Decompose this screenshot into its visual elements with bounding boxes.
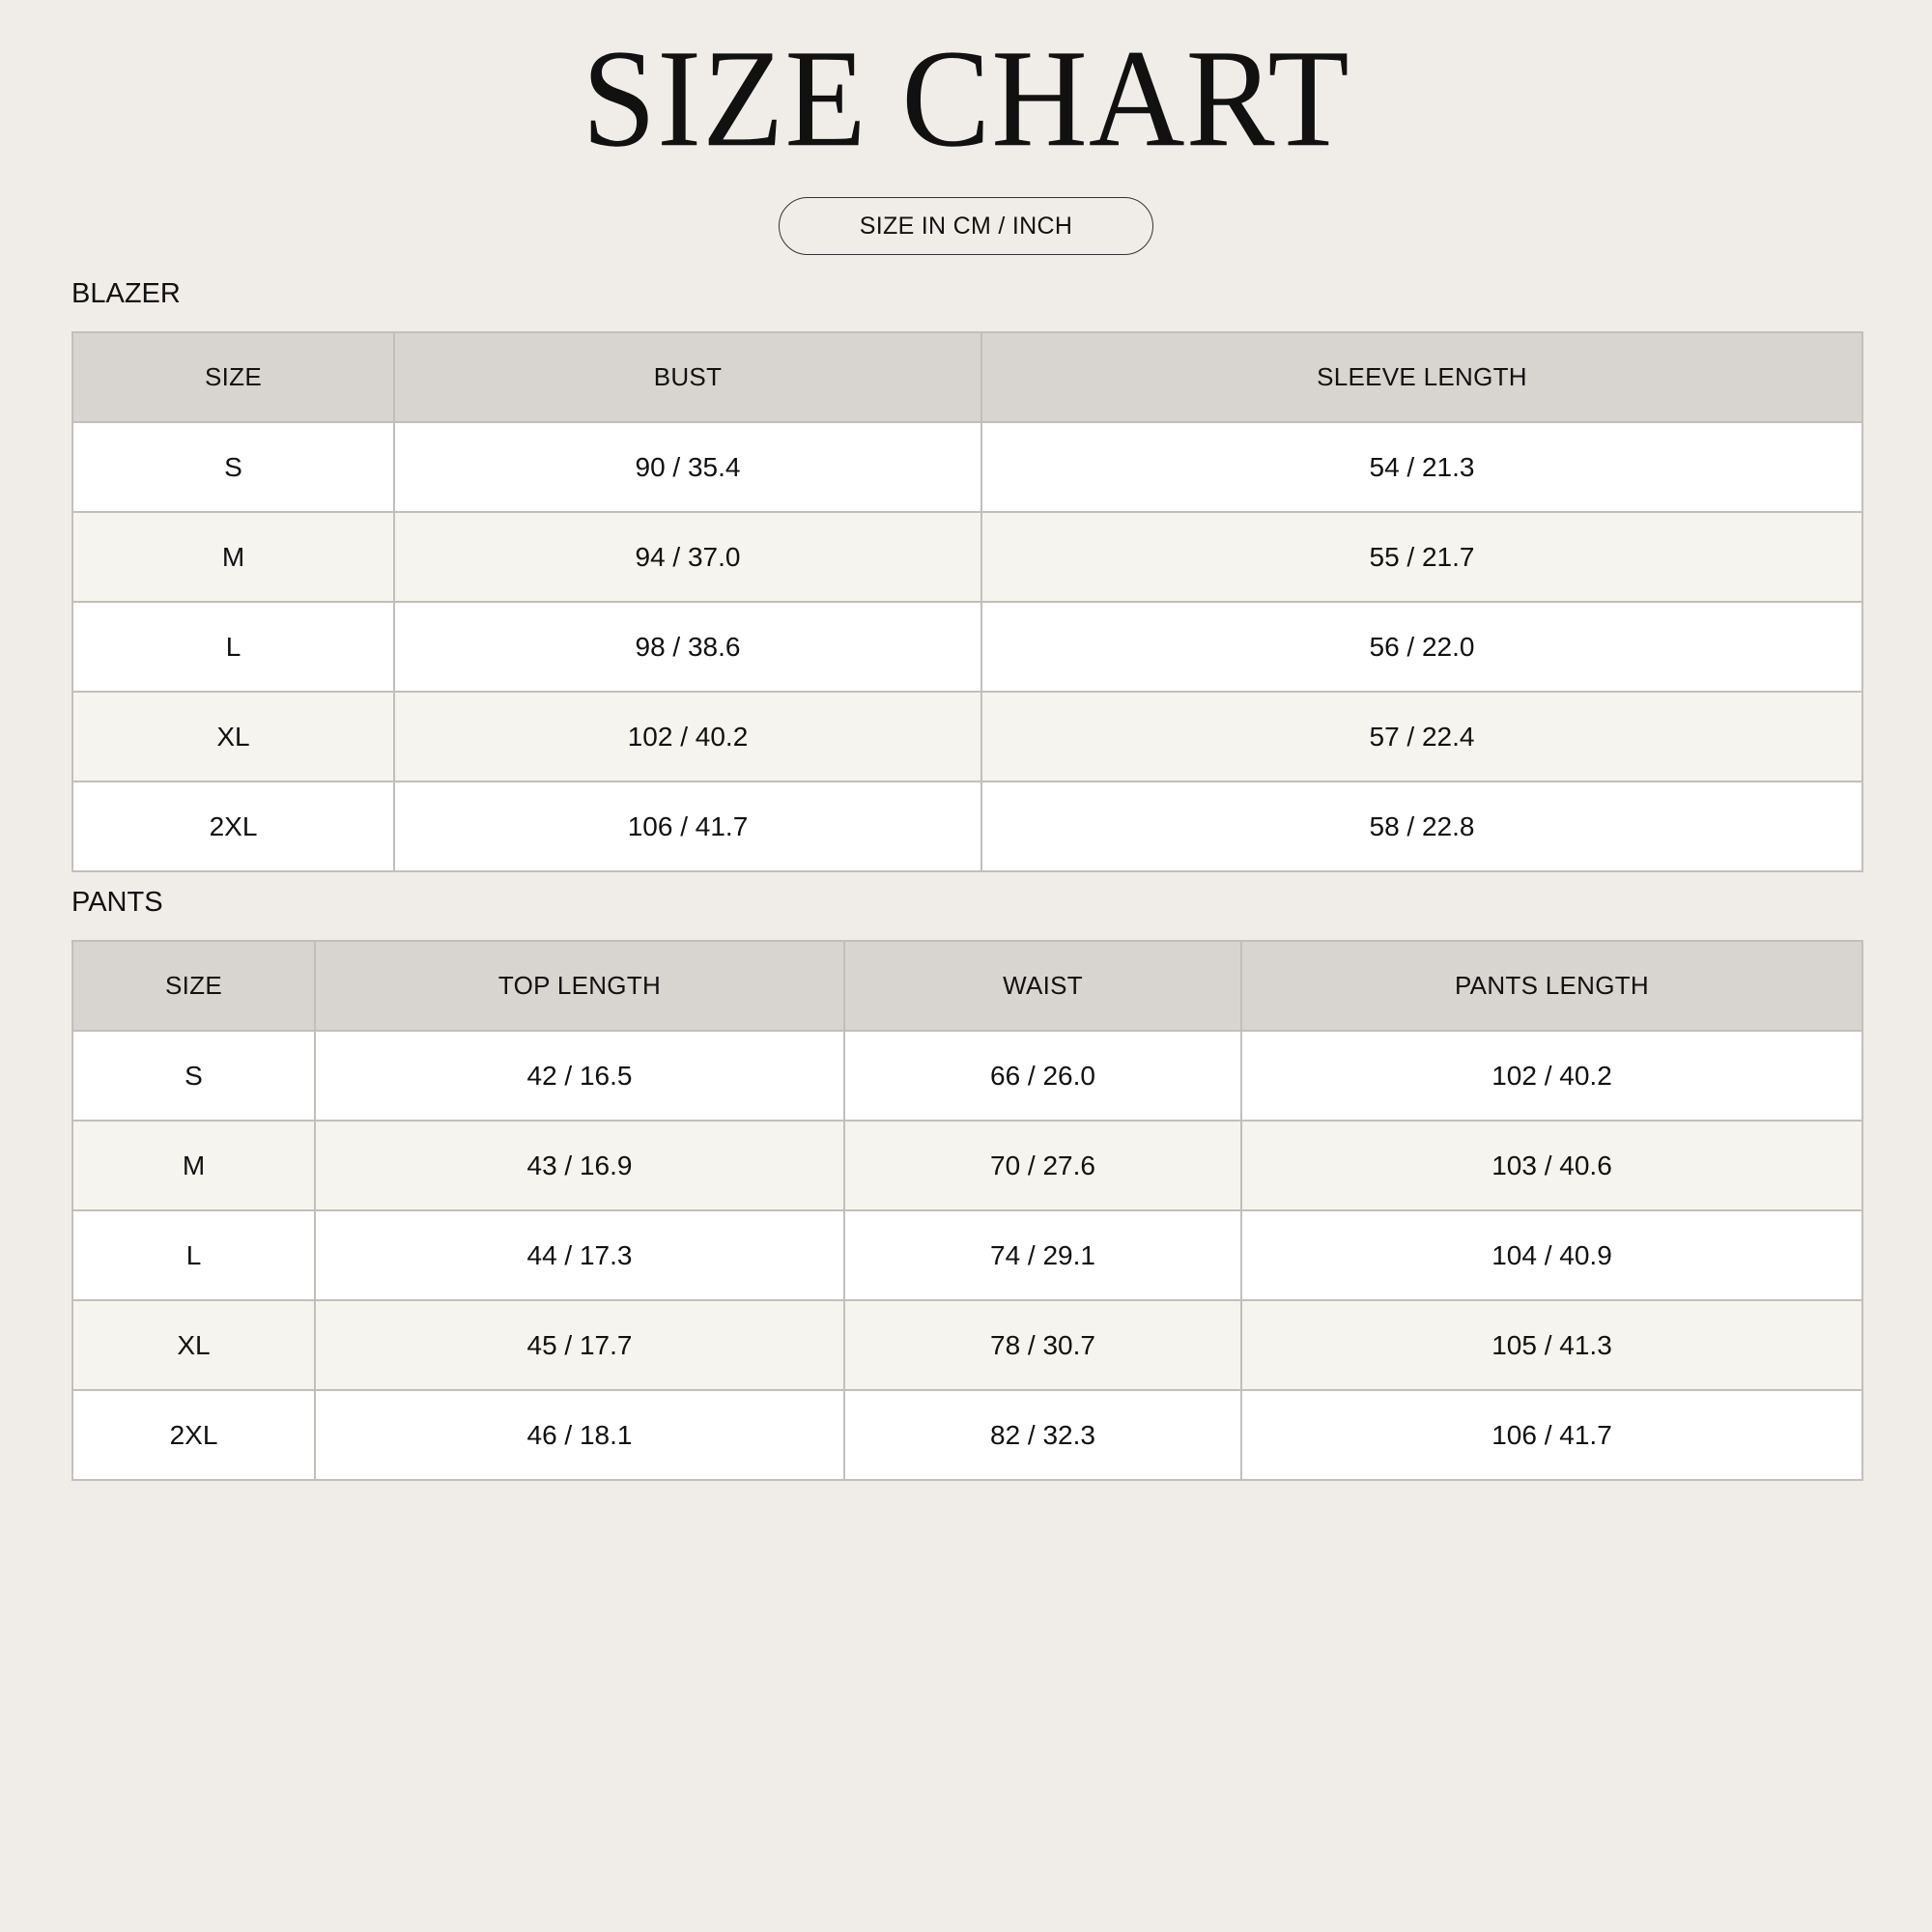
table-row: [72, 692, 1862, 781]
sleeve-length-cell: 56 / 22.0: [981, 602, 1862, 692]
waist-cell: 78 / 30.7: [844, 1300, 1241, 1390]
table-header-row: [72, 941, 1862, 1031]
pants-size-table: [71, 940, 1863, 1481]
page-title: SIZE CHART: [582, 20, 1350, 176]
table-row: [72, 512, 1862, 602]
waist-cell: 74 / 29.1: [844, 1210, 1241, 1300]
size-cell: XL: [72, 1300, 315, 1390]
top-length-cell: 46 / 18.1: [315, 1390, 844, 1480]
sleeve-length-cell: 58 / 22.8: [981, 781, 1862, 871]
pants-length-cell: 103 / 40.6: [1241, 1121, 1862, 1210]
table-row: [72, 1300, 1862, 1390]
column-header-sleeve-length: SLEEVE LENGTH: [981, 332, 1862, 422]
top-length-cell: 44 / 17.3: [315, 1210, 844, 1300]
bust-cell: 106 / 41.7: [394, 781, 981, 871]
column-header-bust: BUST: [394, 332, 981, 422]
size-cell: M: [72, 512, 394, 602]
table-row: [72, 1031, 1862, 1121]
column-header-size: SIZE: [72, 332, 394, 422]
table-row: [72, 1210, 1862, 1300]
top-length-cell: 45 / 17.7: [315, 1300, 844, 1390]
pants-length-cell: 102 / 40.2: [1241, 1031, 1862, 1121]
size-cell: 2XL: [72, 781, 394, 871]
size-cell: L: [72, 602, 394, 692]
waist-cell: 82 / 32.3: [844, 1390, 1241, 1480]
table-row: [72, 1121, 1862, 1210]
blazer-size-table: [71, 331, 1863, 872]
column-header-waist: WAIST: [844, 941, 1241, 1031]
waist-cell: 66 / 26.0: [844, 1031, 1241, 1121]
pants-length-cell: 104 / 40.9: [1241, 1210, 1862, 1300]
top-length-cell: 43 / 16.9: [315, 1121, 844, 1210]
sleeve-length-cell: 57 / 22.4: [981, 692, 1862, 781]
sleeve-length-cell: 54 / 21.3: [981, 422, 1862, 512]
waist-cell: 70 / 27.6: [844, 1121, 1241, 1210]
pants-section-title: PANTS: [71, 887, 163, 918]
blazer-section-title: BLAZER: [71, 278, 181, 309]
size-cell: L: [72, 1210, 315, 1300]
bust-cell: 102 / 40.2: [394, 692, 981, 781]
table-header-row: [72, 332, 1862, 422]
table-row: [72, 781, 1862, 871]
size-cell: M: [72, 1121, 315, 1210]
top-length-cell: 42 / 16.5: [315, 1031, 844, 1121]
pants-length-cell: 105 / 41.3: [1241, 1300, 1862, 1390]
size-cell: S: [72, 1031, 315, 1121]
pants-length-cell: 106 / 41.7: [1241, 1390, 1862, 1480]
table-row: [72, 1390, 1862, 1480]
size-cell: S: [72, 422, 394, 512]
bust-cell: 94 / 37.0: [394, 512, 981, 602]
sleeve-length-cell: 55 / 21.7: [981, 512, 1862, 602]
bust-cell: 98 / 38.6: [394, 602, 981, 692]
unit-note-badge: SIZE IN CM / INCH: [779, 197, 1153, 255]
column-header-top-length: TOP LENGTH: [315, 941, 844, 1031]
table-row: [72, 602, 1862, 692]
size-cell: XL: [72, 692, 394, 781]
table-row: [72, 422, 1862, 512]
bust-cell: 90 / 35.4: [394, 422, 981, 512]
size-cell: 2XL: [72, 1390, 315, 1480]
column-header-pants-length: PANTS LENGTH: [1241, 941, 1862, 1031]
column-header-size: SIZE: [72, 941, 315, 1031]
